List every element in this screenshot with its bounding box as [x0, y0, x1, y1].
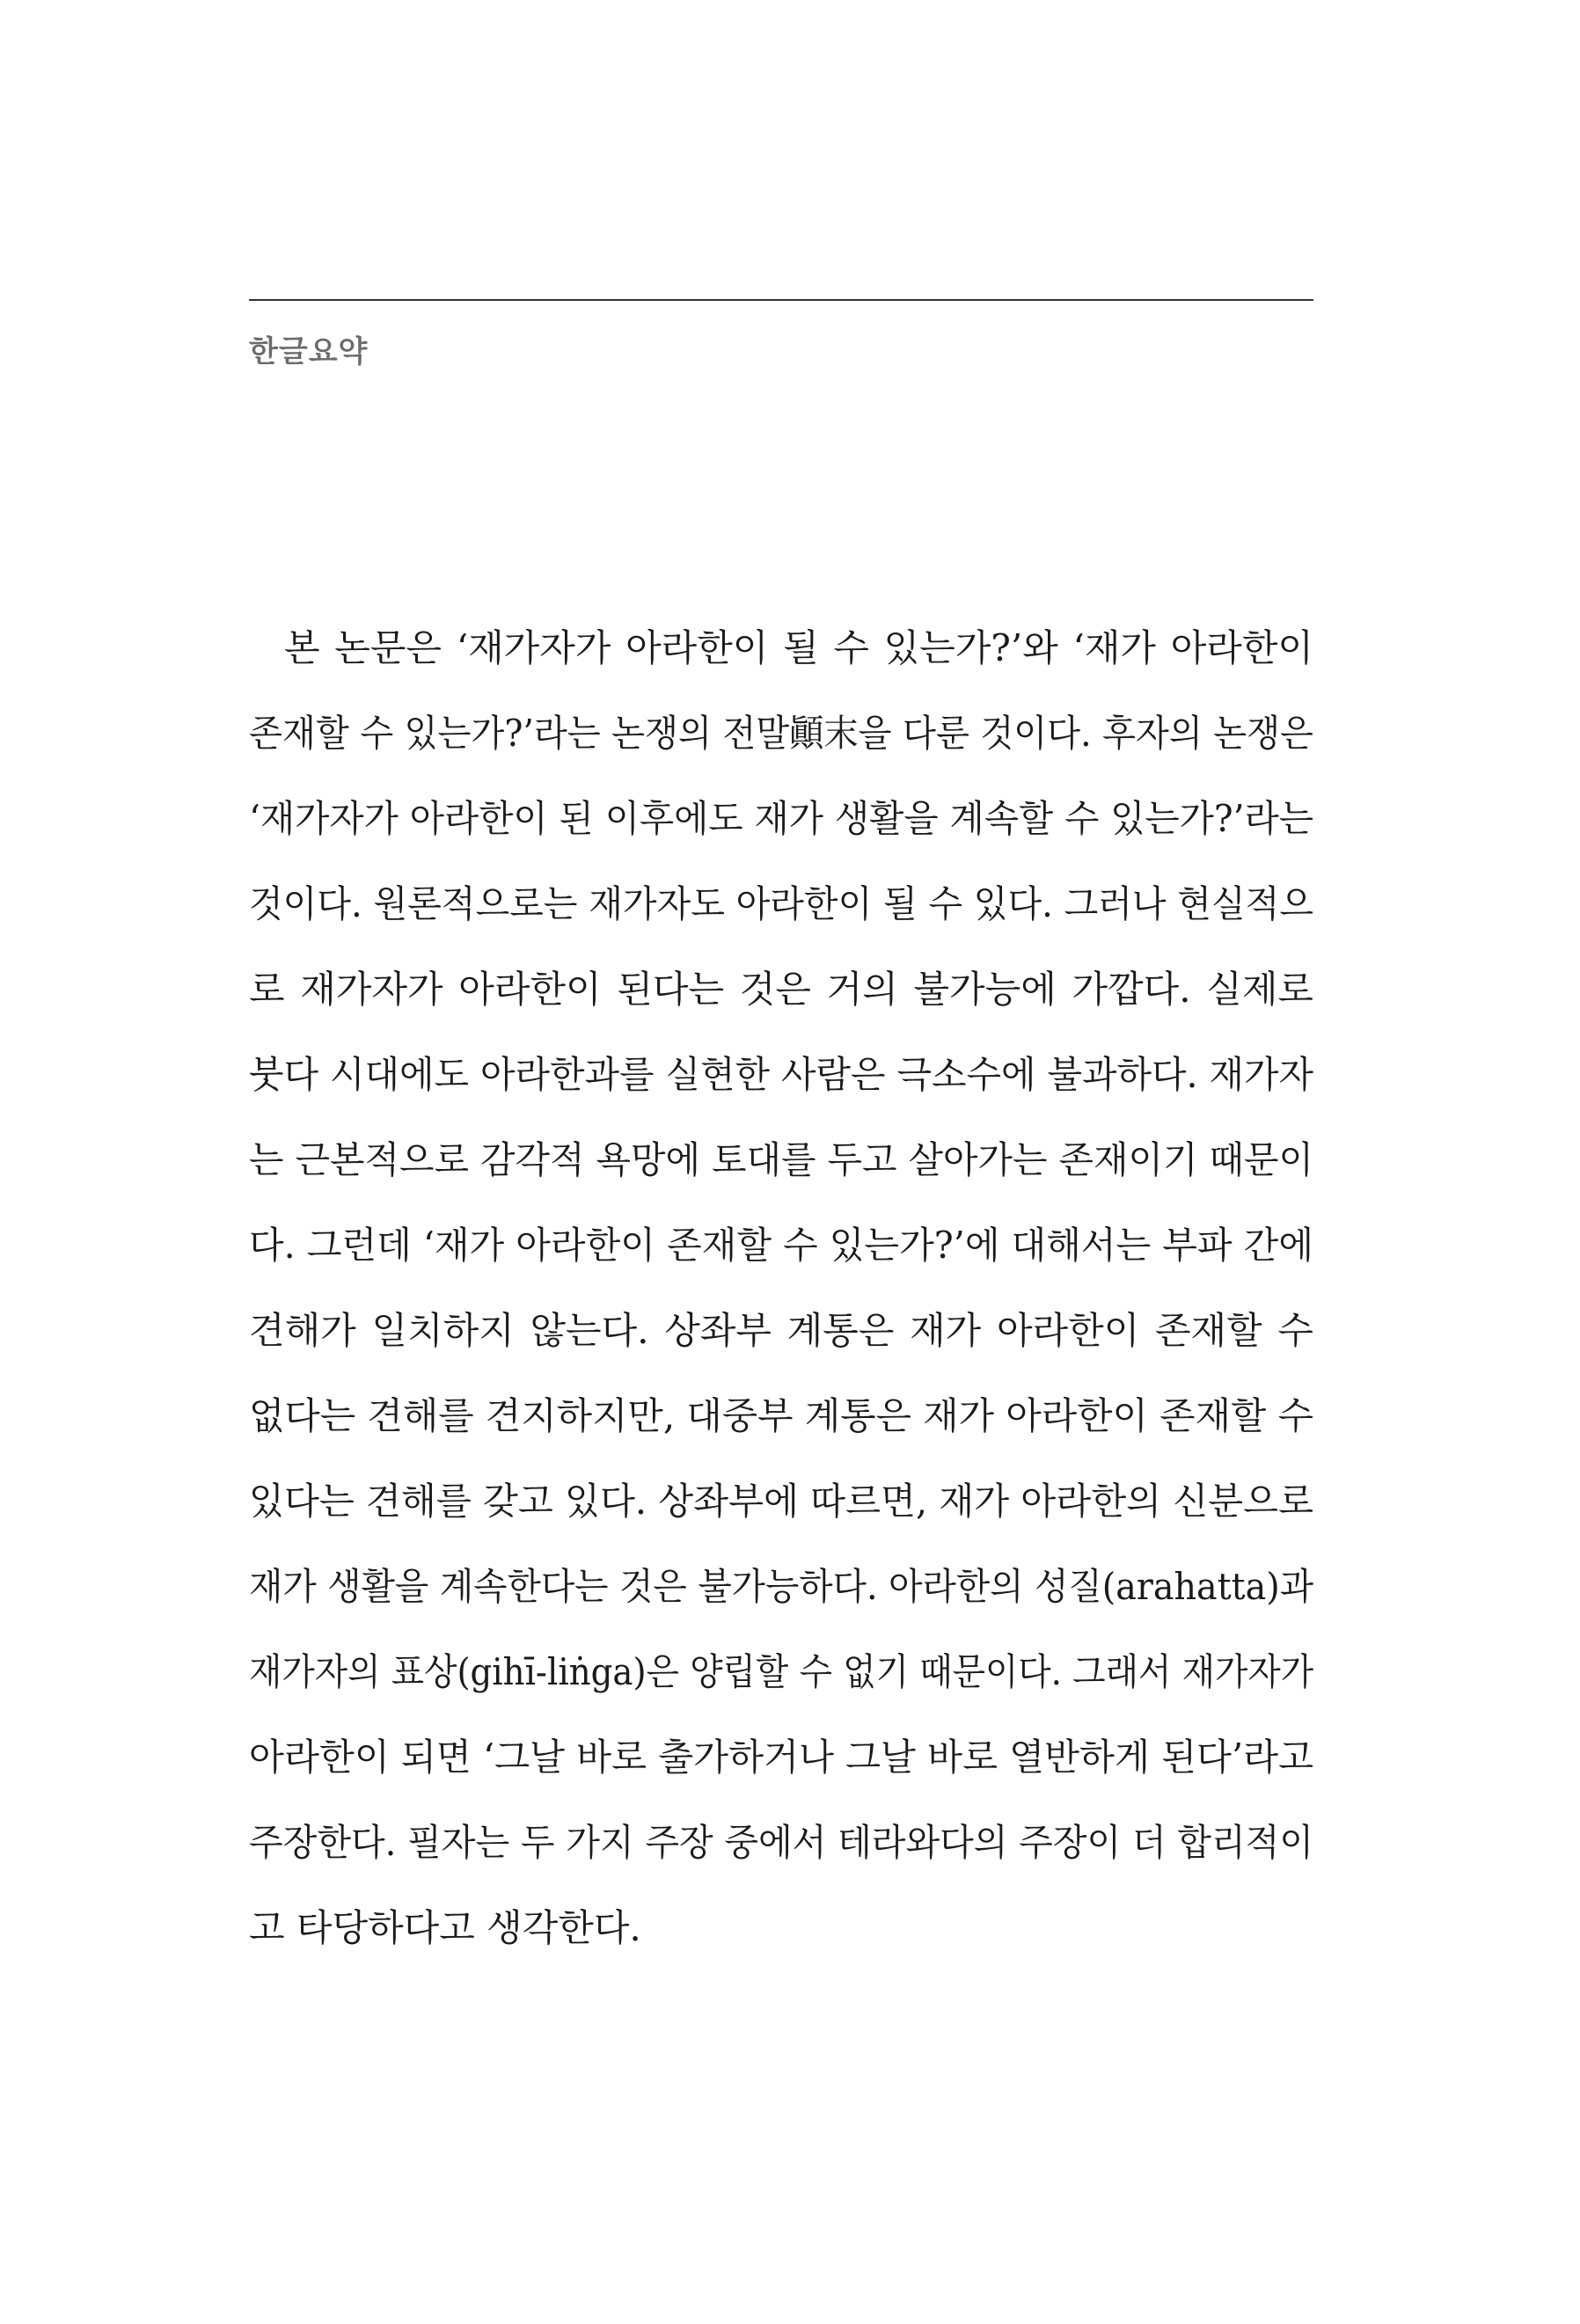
section-heading: 한글요약	[249, 334, 369, 369]
abstract-line: 견해가 일치하지 않는다. 상좌부 계통은 재가 아라한이 존재할 수	[249, 1309, 1313, 1352]
abstract-line: 재가 생활을 계속한다는 것은 불가능하다. 아라한의 성질(arahatta)과	[249, 1565, 1314, 1608]
abstract-line: 는 근본적으로 감각적 욕망에 토대를 두고 살아가는 존재이기 때문이	[249, 1138, 1314, 1181]
abstract-body	[249, 605, 1313, 1970]
abstract-line: 재가자의 표상(gihī-liṅga)은 양립할 수 없기 때문이다. 그래서 재가자가	[249, 1650, 1314, 1693]
abstract-line: 붓다 시대에도 아라한과를 실현한 사람은 극소수에 불과하다. 재가자	[249, 1053, 1314, 1096]
abstract-line: 본 논문은 ‘재가자가 아라한이 될 수 있는가?’와 ‘재가 아라한이	[284, 626, 1313, 669]
abstract-line: 존재할 수 있는가?’라는 논쟁의 전말顚末을 다룬 것이다. 후자의 논쟁은	[249, 712, 1313, 755]
abstract-line: 주장한다. 필자는 두 가지 주장 중에서 테라와다의 주장이 더 합리적이	[249, 1821, 1313, 1864]
abstract-line: 다. 그런데 ‘재가 아라한이 존재할 수 있는가?’에 대해서는 부파 간에	[249, 1224, 1314, 1267]
abstract-line: 것이다. 원론적으로는 재가자도 아라한이 될 수 있다. 그러나 현실적으	[249, 882, 1313, 925]
abstract-line: ‘재가자가 아라한이 된 이후에도 재가 생활을 계속할 수 있는가?’라는	[249, 797, 1314, 840]
abstract-line: 있다는 견해를 갖고 있다. 상좌부에 따르면, 재가 아라한의 신분으로	[249, 1480, 1314, 1523]
abstract-line: 로 재가자가 아라한이 된다는 것은 거의 불가능에 가깝다. 실제로	[249, 968, 1313, 1011]
top-divider	[249, 299, 1313, 301]
abstract-line: 없다는 견해를 견지하지만, 대중부 계통은 재가 아라한이 존재할 수	[249, 1394, 1314, 1437]
abstract-line: 아라한이 되면 ‘그날 바로 출가하거나 그날 바로 열반하게 된다’라고	[249, 1736, 1314, 1779]
abstract-line: 고 타당하다고 생각한다.	[249, 1906, 641, 1949]
